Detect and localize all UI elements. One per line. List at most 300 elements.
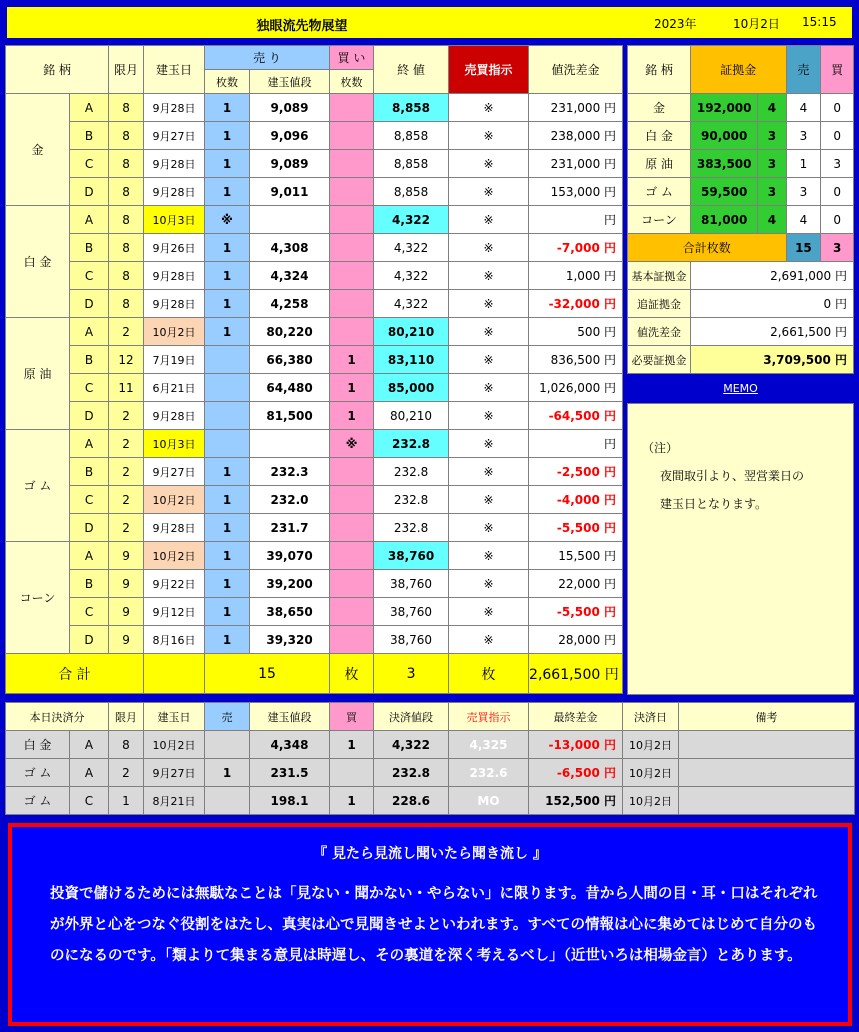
margin-total-row	[628, 234, 854, 262]
open-price: 232.0	[250, 486, 330, 514]
settle-brand: 白 金	[6, 731, 70, 759]
total-unit: 枚	[330, 654, 374, 694]
sell-count: 1	[205, 150, 250, 178]
position-label: B	[70, 234, 109, 262]
buy-count	[330, 570, 374, 598]
memo-line: （注）	[642, 441, 679, 455]
table-row	[6, 290, 623, 318]
margin-buy: 0	[821, 122, 854, 150]
summary-label: 必要証拠金	[628, 346, 691, 374]
summary-value: 2,661,500 円	[690, 318, 853, 346]
header-date: 建玉日	[144, 46, 205, 94]
margin-sell: 4	[786, 206, 821, 234]
margin-total-buy: 3	[821, 234, 854, 262]
settle-month: 2	[109, 759, 144, 787]
table-row	[6, 486, 623, 514]
margin-brand: ゴ ム	[628, 178, 691, 206]
open-date: 9月27日	[144, 458, 205, 486]
open-date: 9月28日	[144, 290, 205, 318]
header-order: 売買指示	[449, 46, 529, 94]
margin-row	[628, 178, 854, 206]
settle-final-diff: -6,500 円	[529, 759, 623, 787]
table-row	[6, 262, 623, 290]
summary-value: 3,709,500 円	[690, 346, 853, 374]
sell-count: 1	[205, 542, 250, 570]
sell-count: 1	[205, 262, 250, 290]
margin-buy: 0	[821, 206, 854, 234]
position-label: D	[70, 626, 109, 654]
order-mark: ※	[449, 374, 529, 402]
settlement-table	[5, 702, 855, 815]
close-price: 232.8	[374, 486, 449, 514]
margin-buy: 3	[821, 150, 854, 178]
settle-header: 建玉日	[144, 703, 205, 731]
close-price: 80,210	[374, 318, 449, 346]
margin-count: 3	[758, 150, 786, 178]
settle-price: 232.8	[374, 759, 449, 787]
position-label: B	[70, 570, 109, 598]
table-row	[6, 570, 623, 598]
settle-order: MO	[449, 787, 529, 815]
position-label: A	[70, 206, 109, 234]
settle-buy	[330, 759, 374, 787]
open-price: 39,200	[250, 570, 330, 598]
sell-count: 1	[205, 458, 250, 486]
memo-box	[627, 403, 854, 695]
settle-open-price: 198.1	[250, 787, 330, 815]
open-price: 66,380	[250, 346, 330, 374]
price-diff: -5,500 円	[529, 598, 623, 626]
open-price	[250, 430, 330, 458]
buy-count	[330, 290, 374, 318]
margin-buy: 0	[821, 94, 854, 122]
brand-name: 金	[6, 94, 70, 206]
order-mark: ※	[449, 626, 529, 654]
close-price: 4,322	[374, 234, 449, 262]
contract-month: 9	[109, 542, 144, 570]
brand-name: ゴ ム	[6, 430, 70, 542]
settle-open-price: 4,348	[250, 731, 330, 759]
sell-count	[205, 402, 250, 430]
contract-month: 12	[109, 346, 144, 374]
settle-header: 売買指示	[449, 703, 529, 731]
order-mark: ※	[449, 570, 529, 598]
side-header-sell: 売	[786, 46, 821, 94]
price-diff: 153,000 円	[529, 178, 623, 206]
margin-brand: 原 油	[628, 150, 691, 178]
header-sell: 売 り	[205, 46, 330, 70]
table-row	[6, 178, 623, 206]
margin-amount: 90,000	[690, 122, 757, 150]
contract-month: 9	[109, 570, 144, 598]
open-date: 10月3日	[144, 206, 205, 234]
close-price: 8,858	[374, 150, 449, 178]
open-price: 4,324	[250, 262, 330, 290]
open-price: 39,070	[250, 542, 330, 570]
order-mark: ※	[449, 346, 529, 374]
brand-name: 原 油	[6, 318, 70, 430]
positions-table	[5, 45, 623, 694]
settle-order: 4,325	[449, 731, 529, 759]
open-date: 9月26日	[144, 234, 205, 262]
settle-sell	[205, 787, 250, 815]
price-diff: -5,500 円	[529, 514, 623, 542]
order-mark: ※	[449, 486, 529, 514]
position-label: C	[70, 598, 109, 626]
settle-open-date: 9月27日	[144, 759, 205, 787]
open-date: 9月28日	[144, 514, 205, 542]
position-label: C	[70, 486, 109, 514]
table-row	[6, 402, 623, 430]
settle-header: 建玉値段	[250, 703, 330, 731]
table-row	[6, 150, 623, 178]
table-row	[6, 626, 623, 654]
summary-value: 0 円	[690, 290, 853, 318]
open-price: 80,220	[250, 318, 330, 346]
close-price: 232.8	[374, 514, 449, 542]
close-price: 232.8	[374, 430, 449, 458]
open-price: 231.7	[250, 514, 330, 542]
contract-month: 8	[109, 150, 144, 178]
position-label: D	[70, 514, 109, 542]
open-date: 10月2日	[144, 318, 205, 346]
close-price: 83,110	[374, 346, 449, 374]
side-header-margin: 証拠金	[690, 46, 786, 94]
brand-name: コーン	[6, 542, 70, 654]
open-date: 6月21日	[144, 374, 205, 402]
header-time: 15:15	[802, 15, 837, 29]
open-price: 232.3	[250, 458, 330, 486]
memo-line: 夜間取引より、翌営業日の	[660, 469, 805, 483]
margin-amount: 383,500	[690, 150, 757, 178]
close-price: 4,322	[374, 290, 449, 318]
settle-header: 限月	[109, 703, 144, 731]
order-mark: ※	[449, 542, 529, 570]
open-date: 9月27日	[144, 122, 205, 150]
position-label: D	[70, 290, 109, 318]
settle-header: 最終差金	[529, 703, 623, 731]
header-date: 10月2日	[733, 17, 780, 31]
summary-row	[628, 318, 854, 346]
order-mark: ※	[449, 318, 529, 346]
table-row	[6, 122, 623, 150]
settle-open-date: 8月21日	[144, 787, 205, 815]
open-price: 38,650	[250, 598, 330, 626]
margin-sell: 3	[786, 178, 821, 206]
price-diff: -32,000 円	[529, 290, 623, 318]
price-diff: 836,500 円	[529, 346, 623, 374]
table-row	[6, 318, 623, 346]
margin-count: 3	[758, 122, 786, 150]
settle-month: 1	[109, 787, 144, 815]
close-price: 8,858	[374, 94, 449, 122]
position-label: D	[70, 402, 109, 430]
settle-brand: ゴ ム	[6, 787, 70, 815]
settle-sell	[205, 731, 250, 759]
sell-count: 1	[205, 234, 250, 262]
open-date: 8月16日	[144, 626, 205, 654]
total-sell: 15	[205, 654, 330, 694]
table-row	[6, 458, 623, 486]
sell-count: 1	[205, 94, 250, 122]
brand-name: 白 金	[6, 206, 70, 318]
header-month: 限月	[109, 46, 144, 94]
settle-price: 228.6	[374, 787, 449, 815]
order-mark: ※	[449, 402, 529, 430]
sell-count	[205, 346, 250, 374]
position-label: C	[70, 374, 109, 402]
sell-count: 1	[205, 570, 250, 598]
total-diff: 2,661,500 円	[529, 654, 623, 694]
margin-amount: 81,000	[690, 206, 757, 234]
margin-amount: 59,500	[690, 178, 757, 206]
header-price: 建玉値段	[250, 70, 330, 94]
contract-month: 2	[109, 458, 144, 486]
summary-row	[628, 290, 854, 318]
buy-count: 1	[330, 374, 374, 402]
settle-brand: ゴ ム	[6, 759, 70, 787]
close-price: 38,760	[374, 626, 449, 654]
buy-count	[330, 542, 374, 570]
price-diff: 231,000 円	[529, 150, 623, 178]
margin-total-label: 合計枚数	[628, 234, 787, 262]
buy-count	[330, 598, 374, 626]
position-label: B	[70, 458, 109, 486]
settle-note	[679, 759, 855, 787]
margin-row	[628, 206, 854, 234]
position-label: D	[70, 178, 109, 206]
settle-price: 4,322	[374, 731, 449, 759]
margin-sell: 4	[786, 94, 821, 122]
table-row	[6, 514, 623, 542]
buy-count	[330, 626, 374, 654]
close-price: 4,322	[374, 206, 449, 234]
position-label: B	[70, 122, 109, 150]
price-diff: 円	[529, 206, 623, 234]
settle-date: 10月2日	[623, 759, 679, 787]
buy-count: ※	[330, 430, 374, 458]
price-diff: 22,000 円	[529, 570, 623, 598]
order-mark: ※	[449, 94, 529, 122]
settlement-row	[6, 731, 855, 759]
table-row	[6, 206, 623, 234]
margin-amount: 192,000	[690, 94, 757, 122]
open-date: 9月22日	[144, 570, 205, 598]
order-mark: ※	[449, 122, 529, 150]
side-header-brand: 銘 柄	[628, 46, 691, 94]
open-date: 9月28日	[144, 178, 205, 206]
sell-count: 1	[205, 290, 250, 318]
margin-row	[628, 122, 854, 150]
table-row	[6, 598, 623, 626]
settlement-row	[6, 759, 855, 787]
total-row	[6, 654, 623, 694]
contract-month: 8	[109, 94, 144, 122]
margin-count: 4	[758, 206, 786, 234]
position-label: B	[70, 346, 109, 374]
contract-month: 8	[109, 122, 144, 150]
close-price: 8,858	[374, 178, 449, 206]
close-price: 38,760	[374, 598, 449, 626]
table-row	[6, 234, 623, 262]
sell-count	[205, 374, 250, 402]
margin-row	[628, 94, 854, 122]
settle-open-date: 10月2日	[144, 731, 205, 759]
header-brand: 銘 柄	[6, 46, 109, 94]
buy-count	[330, 122, 374, 150]
sell-count: 1	[205, 514, 250, 542]
contract-month: 11	[109, 374, 144, 402]
price-diff: 1,026,000 円	[529, 374, 623, 402]
close-price: 8,858	[374, 122, 449, 150]
position-label: C	[70, 150, 109, 178]
margin-brand: 金	[628, 94, 691, 122]
sell-count: 1	[205, 178, 250, 206]
price-diff: 231,000 円	[529, 94, 623, 122]
header-close: 終 値	[374, 46, 449, 94]
title-bar	[5, 5, 854, 40]
order-mark: ※	[449, 290, 529, 318]
settle-final-diff: -13,000 円	[529, 731, 623, 759]
order-mark: ※	[449, 234, 529, 262]
sell-count: ※	[205, 206, 250, 234]
message-box	[8, 823, 852, 1026]
order-mark: ※	[449, 430, 529, 458]
table-row	[6, 430, 623, 458]
summary-value: 2,691,000 円	[690, 262, 853, 290]
margin-sell: 3	[786, 122, 821, 150]
price-diff: -2,500 円	[529, 458, 623, 486]
side-header-buy: 買	[821, 46, 854, 94]
buy-count	[330, 94, 374, 122]
contract-month: 8	[109, 290, 144, 318]
buy-count	[330, 234, 374, 262]
open-price: 81,500	[250, 402, 330, 430]
price-diff: 238,000 円	[529, 122, 623, 150]
settle-header: 買	[330, 703, 374, 731]
contract-month: 8	[109, 206, 144, 234]
close-price: 38,760	[374, 542, 449, 570]
open-date: 9月12日	[144, 598, 205, 626]
open-price: 9,089	[250, 150, 330, 178]
total-buy: 3	[374, 654, 449, 694]
page-title: 独眼流先物展望	[256, 19, 348, 34]
margin-table	[627, 45, 854, 374]
order-mark: ※	[449, 262, 529, 290]
price-diff: 28,000 円	[529, 626, 623, 654]
buy-count	[330, 318, 374, 346]
settle-final-diff: 152,500 円	[529, 787, 623, 815]
memo-line: 建玉日となります。	[660, 497, 768, 511]
contract-month: 8	[109, 178, 144, 206]
order-mark: ※	[449, 598, 529, 626]
settle-header: 決済日	[623, 703, 679, 731]
buy-count	[330, 486, 374, 514]
open-date: 7月19日	[144, 346, 205, 374]
margin-row	[628, 150, 854, 178]
buy-count	[330, 150, 374, 178]
settle-sell: 1	[205, 759, 250, 787]
contract-month: 9	[109, 626, 144, 654]
settle-note	[679, 731, 855, 759]
message-body: 投資で儲けるためには無駄なことは「見ない・聞かない・やらない」に限ります。昔から人間の目・耳・口はそれぞれが外界と心をつなぐ役割をはたし、真実は心で見聞きせよといわれます。すべての情報は心に集めてはじめて自分のものになるのです。「類よりて集まる意見は時遅し、その裏道を深く考えるべし」（近世いろは相場金言）とあります。	[50, 886, 818, 964]
sell-count	[205, 430, 250, 458]
table-row	[6, 94, 623, 122]
buy-count: 1	[330, 346, 374, 374]
table-row	[6, 374, 623, 402]
settle-date: 10月2日	[623, 731, 679, 759]
open-date: 10月2日	[144, 486, 205, 514]
header-buy: 買 い	[330, 46, 374, 70]
open-date: 10月3日	[144, 430, 205, 458]
open-price: 9,089	[250, 94, 330, 122]
open-date: 9月28日	[144, 94, 205, 122]
total-spacer	[144, 654, 205, 694]
price-diff: 円	[529, 430, 623, 458]
position-label: A	[70, 94, 109, 122]
margin-count: 4	[758, 94, 786, 122]
contract-month: 2	[109, 486, 144, 514]
contract-month: 2	[109, 402, 144, 430]
open-date: 9月28日	[144, 402, 205, 430]
price-diff: -4,000 円	[529, 486, 623, 514]
header-diff: 値洗差金	[529, 46, 623, 94]
open-price: 9,096	[250, 122, 330, 150]
contract-month: 2	[109, 430, 144, 458]
settle-buy: 1	[330, 787, 374, 815]
summary-row	[628, 346, 854, 374]
buy-count	[330, 206, 374, 234]
settle-position: A	[70, 731, 109, 759]
sell-count: 1	[205, 626, 250, 654]
contract-month: 2	[109, 318, 144, 346]
header-year: 2023年	[654, 17, 697, 31]
open-price: 64,480	[250, 374, 330, 402]
settlement-row	[6, 787, 855, 815]
position-label: A	[70, 318, 109, 346]
settle-header: 備考	[679, 703, 855, 731]
close-price: 85,000	[374, 374, 449, 402]
order-mark: ※	[449, 178, 529, 206]
margin-brand: 白 金	[628, 122, 691, 150]
buy-count	[330, 514, 374, 542]
sell-count: 1	[205, 318, 250, 346]
contract-month: 8	[109, 234, 144, 262]
close-price: 38,760	[374, 570, 449, 598]
message-title: 『 見たら見流し聞いたら聞き流し 』	[313, 846, 547, 862]
margin-brand: コーン	[628, 206, 691, 234]
contract-month: 8	[109, 262, 144, 290]
sell-count: 1	[205, 598, 250, 626]
table-row	[6, 542, 623, 570]
summary-label: 基本証拠金	[628, 262, 691, 290]
settle-note	[679, 787, 855, 815]
settle-open-price: 231.5	[250, 759, 330, 787]
buy-count	[330, 262, 374, 290]
memo-link[interactable]: MEMO	[723, 382, 758, 395]
sell-count: 1	[205, 122, 250, 150]
price-diff: 15,500 円	[529, 542, 623, 570]
settle-buy: 1	[330, 731, 374, 759]
margin-count: 3	[758, 178, 786, 206]
margin-total-sell: 15	[786, 234, 821, 262]
open-price: 4,308	[250, 234, 330, 262]
settle-position: A	[70, 759, 109, 787]
close-price: 232.8	[374, 458, 449, 486]
open-date: 10月2日	[144, 542, 205, 570]
summary-row	[628, 262, 854, 290]
summary-label: 値洗差金	[628, 318, 691, 346]
